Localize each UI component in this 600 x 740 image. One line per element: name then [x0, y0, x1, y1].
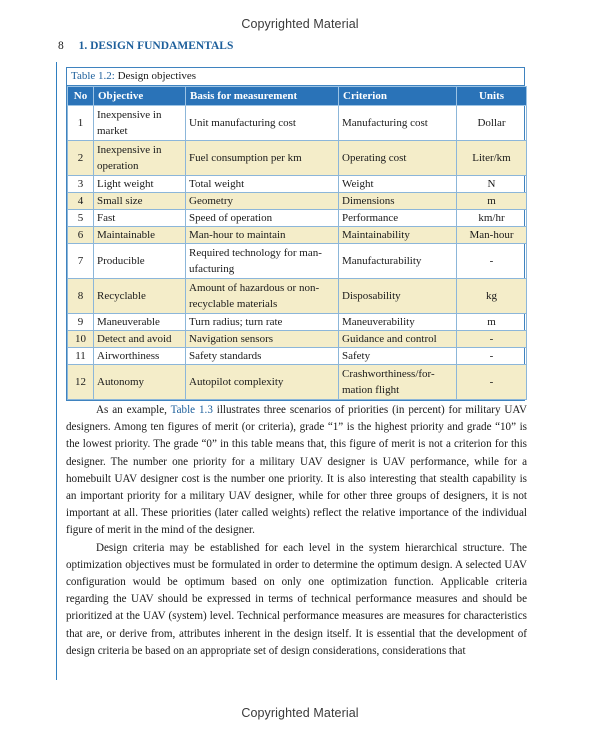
- cell-objective: Inexpensive in operation: [94, 141, 186, 176]
- table-row: [68, 331, 527, 348]
- cell-units: m: [457, 314, 527, 331]
- cell-units: -: [457, 348, 527, 365]
- table-row: [68, 365, 527, 400]
- cell-units: kg: [457, 279, 527, 314]
- cell-no: 10: [68, 331, 94, 348]
- cell-objective: Detect and avoid: [94, 331, 186, 348]
- table-header-row: [68, 87, 527, 106]
- cell-no: 11: [68, 348, 94, 365]
- cell-objective: Small size: [94, 193, 186, 210]
- table-row: [68, 210, 527, 227]
- cell-criterion: Dimensions: [339, 193, 457, 210]
- cell-objective: Producible: [94, 244, 186, 279]
- cell-basis: Man-hour to maintain: [186, 227, 339, 244]
- cell-objective: Inexpensive in market: [94, 106, 186, 141]
- cell-units: m: [457, 193, 527, 210]
- copyright-watermark-top: Copyrighted Material: [241, 17, 359, 31]
- body-text: [66, 402, 527, 660]
- cell-basis: Total weight: [186, 176, 339, 193]
- table-caption: [67, 68, 524, 86]
- cell-basis: Unit manufacturing cost: [186, 106, 339, 141]
- header-units: Units: [457, 87, 527, 106]
- cell-criterion: Maintainability: [339, 227, 457, 244]
- table-row: [68, 141, 527, 176]
- cell-no: 1: [68, 106, 94, 141]
- header-basis: Basis for measurement: [186, 87, 339, 106]
- cell-criterion: Safety: [339, 348, 457, 365]
- header-criterion: Criterion: [339, 87, 457, 106]
- cell-no: 7: [68, 244, 94, 279]
- cell-objective: Recyclable: [94, 279, 186, 314]
- cell-basis: Safety standards: [186, 348, 339, 365]
- cell-criterion: Guidance and control: [339, 331, 457, 348]
- cell-criterion: Crashworthiness/for-mation flight: [339, 365, 457, 400]
- cell-units: km/hr: [457, 210, 527, 227]
- cell-objective: Airworthiness: [94, 348, 186, 365]
- table-row: [68, 279, 527, 314]
- paragraph-1-rest: illustrates three scenarios of priorities (in percent) for military UAV designers. Among ten figures of merit (or criteria), grade “1” is the highest priority and grade “10” is the lowest priority. The grade “0” in this table means that, this figure of merit is not a criterion for this designer. The number one priority for a military UAV designer is UAV performance, while for a homebuilt UAV designer cost is the number one priority. It is also interesting that stealth capability is an important priority for a military UAV designer, while for other three groups of designers, it is not important at all. These priorities (later called weights) reflect the relative importance of the individual figure of merit in the mind of the designer.: [66, 404, 527, 537]
- cell-units: Liter/km: [457, 141, 527, 176]
- cell-no: 2: [68, 141, 94, 176]
- cell-no: 3: [68, 176, 94, 193]
- cell-no: 6: [68, 227, 94, 244]
- running-head: [58, 40, 233, 52]
- cell-objective: Maintainable: [94, 227, 186, 244]
- cell-no: 8: [68, 279, 94, 314]
- table-row: [68, 348, 527, 365]
- cell-objective: Autonomy: [94, 365, 186, 400]
- chapter-title: 1. DESIGN FUNDAMENTALS: [78, 40, 234, 52]
- table-row: [68, 314, 527, 331]
- page-number: 8: [58, 40, 64, 52]
- header-no: No: [68, 87, 94, 106]
- header-objective: Objective: [94, 87, 186, 106]
- paragraph-1-start: As an example,: [96, 404, 171, 416]
- table-row: [68, 106, 527, 141]
- design-objectives-table: [66, 67, 525, 401]
- cell-criterion: Operating cost: [339, 141, 457, 176]
- cell-basis: Geometry: [186, 193, 339, 210]
- cell-criterion: Performance: [339, 210, 457, 227]
- cell-units: N: [457, 176, 527, 193]
- cell-criterion: Maneuverability: [339, 314, 457, 331]
- paragraph-2: Design criteria may be established for each level in the system hierarchical structure. The optimization objectives must be formulated in order to determine the optimum design. A selected UAV configuration would be optimum based on only one optimization function. Applicable criteria regarding the UAV should be expressed in terms of technical performance measures and should be prioritized at the UAV (system) level. Technical performance measures are measures for characteristics that are, or derive from, attributes inherent in the design itself. It is essential that the development of design criteria be based on an appropriate set of design considerations, considerations that: [66, 541, 527, 657]
- cell-units: -: [457, 365, 527, 400]
- table-caption-number: Table 1.2:: [71, 70, 115, 82]
- cell-basis: Amount of hazardous or non-recyclable materials: [186, 279, 339, 314]
- cell-basis: Autopilot complexity: [186, 365, 339, 400]
- table-row: [68, 193, 527, 210]
- margin-rule: [56, 62, 57, 680]
- cell-units: Dollar: [457, 106, 527, 141]
- cell-units: -: [457, 244, 527, 279]
- cell-criterion: Manufacturing cost: [339, 106, 457, 141]
- table-caption-text: Design objectives: [114, 70, 197, 82]
- cell-no: 12: [68, 365, 94, 400]
- cell-objective: Fast: [94, 210, 186, 227]
- cell-basis: Speed of operation: [186, 210, 339, 227]
- paragraph-1: [66, 402, 527, 540]
- cell-units: -: [457, 331, 527, 348]
- cell-units: Man-hour: [457, 227, 527, 244]
- cell-no: 5: [68, 210, 94, 227]
- cell-objective: Light weight: [94, 176, 186, 193]
- objectives-table: [67, 86, 527, 400]
- cell-criterion: Weight: [339, 176, 457, 193]
- cell-basis: Fuel consumption per km: [186, 141, 339, 176]
- table-row: [68, 227, 527, 244]
- cell-no: 4: [68, 193, 94, 210]
- table-row: [68, 176, 527, 193]
- cell-basis: Required technology for man-ufacturing: [186, 244, 339, 279]
- copyright-watermark-bottom: Copyrighted Material: [241, 706, 359, 720]
- cell-basis: Navigation sensors: [186, 331, 339, 348]
- cell-basis: Turn radius; turn rate: [186, 314, 339, 331]
- cell-criterion: Disposability: [339, 279, 457, 314]
- cell-no: 9: [68, 314, 94, 331]
- table-reference-link[interactable]: Table 1.3: [170, 404, 213, 416]
- table-row: [68, 244, 527, 279]
- cell-objective: Maneuverable: [94, 314, 186, 331]
- cell-criterion: Manufacturability: [339, 244, 457, 279]
